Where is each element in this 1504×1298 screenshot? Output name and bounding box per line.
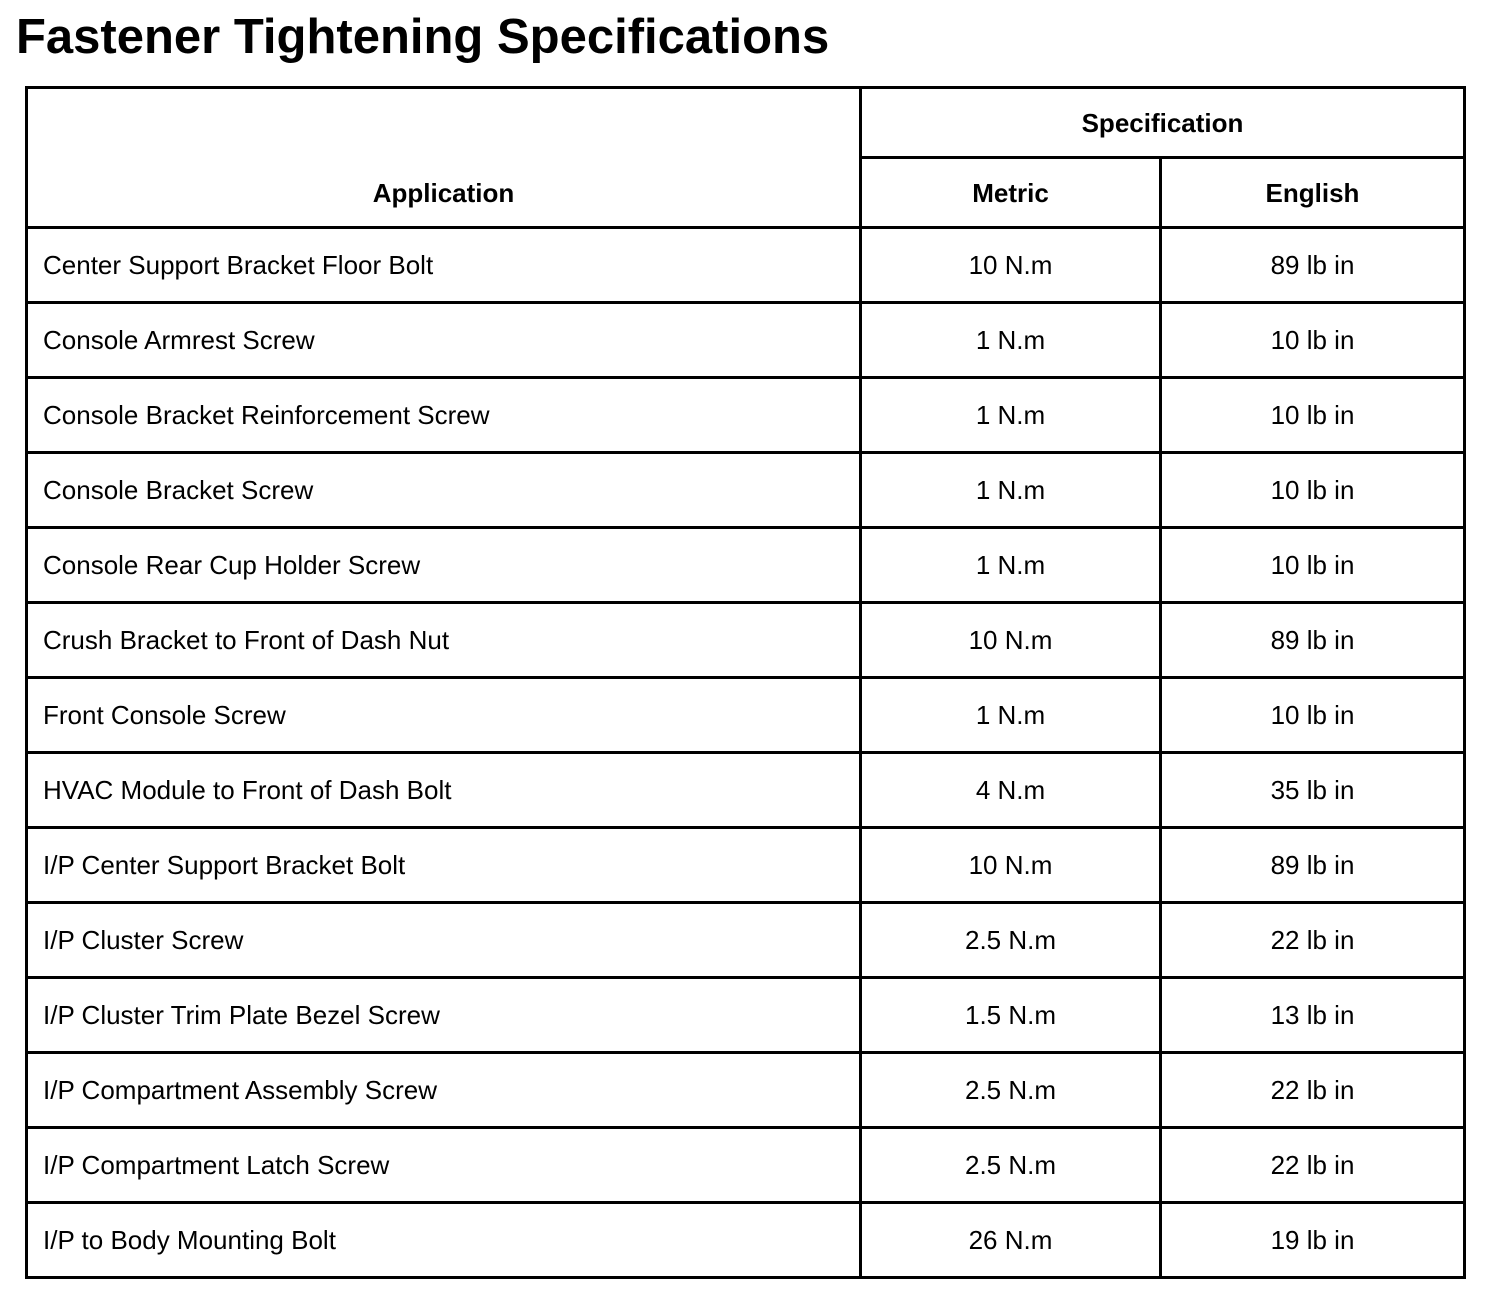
metric-cell: 2.5 N.m — [861, 1128, 1161, 1203]
table-row — [27, 378, 1465, 453]
table-row — [27, 903, 1465, 978]
english-cell: 10 lb in — [1161, 678, 1465, 753]
english-cell: 22 lb in — [1161, 1128, 1465, 1203]
metric-cell: 26 N.m — [861, 1203, 1161, 1278]
table-body — [27, 228, 1465, 1278]
english-cell: 10 lb in — [1161, 453, 1465, 528]
header-application: Application — [27, 88, 861, 228]
table-header — [27, 88, 1465, 228]
application-cell: I/P Cluster Trim Plate Bezel Screw — [27, 978, 861, 1053]
header-metric: Metric — [861, 158, 1161, 228]
english-cell: 10 lb in — [1161, 378, 1465, 453]
table-row — [27, 828, 1465, 903]
table-row — [27, 1203, 1465, 1278]
metric-cell: 10 N.m — [861, 603, 1161, 678]
table-row — [27, 1053, 1465, 1128]
application-cell: Front Console Screw — [27, 678, 861, 753]
metric-cell: 10 N.m — [861, 828, 1161, 903]
english-cell: 10 lb in — [1161, 303, 1465, 378]
header-specification: Specification — [861, 88, 1465, 158]
metric-cell: 10 N.m — [861, 228, 1161, 303]
metric-cell: 1 N.m — [861, 528, 1161, 603]
application-cell: Console Rear Cup Holder Screw — [27, 528, 861, 603]
metric-cell: 1 N.m — [861, 378, 1161, 453]
metric-cell: 1 N.m — [861, 678, 1161, 753]
english-cell: 89 lb in — [1161, 228, 1465, 303]
header-english: English — [1161, 158, 1465, 228]
application-cell: Crush Bracket to Front of Dash Nut — [27, 603, 861, 678]
application-cell: I/P Compartment Assembly Screw — [27, 1053, 861, 1128]
metric-cell: 4 N.m — [861, 753, 1161, 828]
application-cell: Console Bracket Reinforcement Screw — [27, 378, 861, 453]
application-cell: I/P Compartment Latch Screw — [27, 1128, 861, 1203]
metric-cell: 1 N.m — [861, 303, 1161, 378]
english-cell: 89 lb in — [1161, 828, 1465, 903]
application-cell: HVAC Module to Front of Dash Bolt — [27, 753, 861, 828]
table-row — [27, 453, 1465, 528]
english-cell: 22 lb in — [1161, 1053, 1465, 1128]
application-cell: Console Armrest Screw — [27, 303, 861, 378]
table-row — [27, 603, 1465, 678]
application-cell: I/P Cluster Screw — [27, 903, 861, 978]
english-cell: 22 lb in — [1161, 903, 1465, 978]
spec-table — [25, 86, 1466, 1279]
header-row-top — [27, 88, 1465, 158]
application-cell: Center Support Bracket Floor Bolt — [27, 228, 861, 303]
application-cell: Console Bracket Screw — [27, 453, 861, 528]
table-row — [27, 528, 1465, 603]
english-cell: 35 lb in — [1161, 753, 1465, 828]
english-cell: 10 lb in — [1161, 528, 1465, 603]
application-cell: I/P Center Support Bracket Bolt — [27, 828, 861, 903]
table-row — [27, 303, 1465, 378]
metric-cell: 1 N.m — [861, 453, 1161, 528]
application-cell: I/P to Body Mounting Bolt — [27, 1203, 861, 1278]
metric-cell: 2.5 N.m — [861, 903, 1161, 978]
metric-cell: 2.5 N.m — [861, 1053, 1161, 1128]
english-cell: 13 lb in — [1161, 978, 1465, 1053]
table-row — [27, 978, 1465, 1053]
page-title: Fastener Tightening Specifications — [16, 10, 830, 64]
table-row — [27, 1128, 1465, 1203]
table-row — [27, 678, 1465, 753]
english-cell: 89 lb in — [1161, 603, 1465, 678]
metric-cell: 1.5 N.m — [861, 978, 1161, 1053]
table-row — [27, 753, 1465, 828]
english-cell: 19 lb in — [1161, 1203, 1465, 1278]
table-row — [27, 228, 1465, 303]
